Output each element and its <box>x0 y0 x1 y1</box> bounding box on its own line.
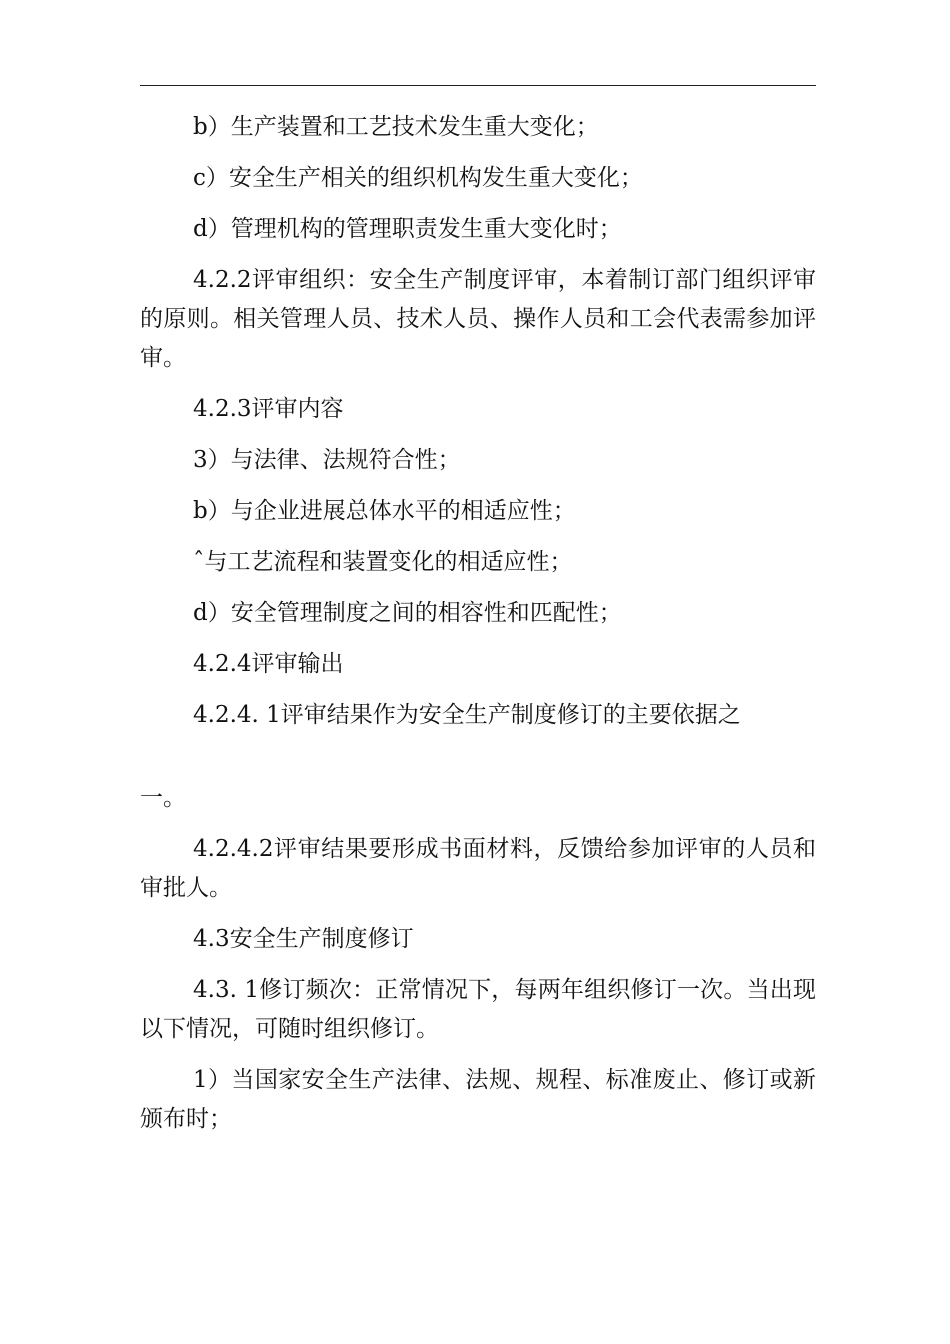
paragraph: b）与企业进展总体水平的相适应性； <box>193 498 576 524</box>
paragraph: 4.2.4.2评审结果要形成书面材料，反馈给参加评审的人员和审批人。 <box>140 836 816 901</box>
paragraph: b）生产装置和工艺技术发生重大变化； <box>193 114 599 140</box>
paragraph: c）安全生产相关的组织机构发生重大变化； <box>193 165 643 191</box>
paragraph: 4.3. 1修订频次：正常情况下，每两年组织修订一次。当出现以下情况，可随时组织修订。 <box>140 977 816 1042</box>
paragraph: 1）当国家安全生产法律、法规、规程、标准废止、修订或新颁布时； <box>140 1067 816 1132</box>
paragraph: 4.2.2评审组织：安全生产制度评审，本着制订部门组织评审的原则。相关管理人员、技术人员、操作人员和工会代表需参加评审。 <box>140 267 816 371</box>
paragraph: 3）与法律、法规符合性； <box>193 447 461 473</box>
paragraph: d）管理机构的管理职责发生重大变化时； <box>193 216 622 242</box>
section-heading: 4.2.4评审输出 <box>193 651 344 677</box>
paragraph: ˆ与工艺流程和装置变化的相适应性； <box>193 549 573 575</box>
paragraph: d）安全管理制度之间的相容性和匹配性； <box>193 600 622 626</box>
document-body <box>140 108 816 1151</box>
paragraph: 4.2.4. 1评审结果作为安全生产制度修订的主要依据之 <box>193 702 741 728</box>
section-heading: 4.2.3评审内容 <box>193 396 344 422</box>
header-rule <box>140 85 816 86</box>
paragraph-continuation: 一。 <box>140 785 186 811</box>
section-heading: 4.3安全生产制度修订 <box>193 926 414 952</box>
